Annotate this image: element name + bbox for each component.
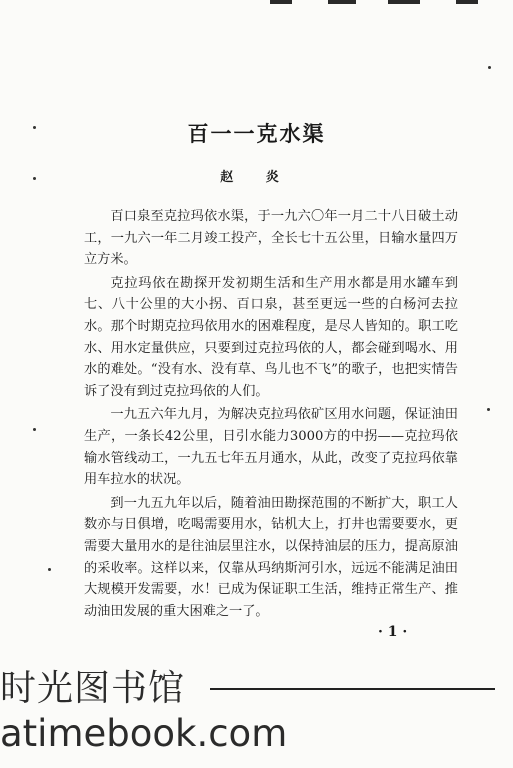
paragraph: 百口泉至克拉玛依水渠，于一九六〇年一月二十八日破土动工，一九六一年二月竣工投产，全长七十五公里，日输水量四万立方米。	[84, 209, 458, 268]
article-title: 百一一克水渠	[187, 121, 326, 146]
page-number: · 1 ·	[378, 624, 408, 640]
scan-artifact-top	[270, 0, 292, 4]
paragraph: 一九五六年九月，为解决克拉玛依矿区用水问题，保证油田生产，一条长42公里，日引水能力3000方的中拐——克拉玛依输水管线动工，一九五七年五月通水，从此，改变了克拉玛依靠用车拉水的状况。	[84, 407, 458, 488]
margin-dot	[33, 428, 36, 431]
watermark-url: atimebook.com	[0, 712, 288, 755]
margin-dot	[48, 568, 51, 571]
paragraph: 克拉玛依在勘探开发初期生活和生产用水都是用水罐车到七、八十公里的大小拐、百口泉，甚至更远一些的白杨河去拉水。那个时期克拉玛依用水的困难程度，是尽人皆知的。职工吃水、用水定量供应，只要到过克拉玛依的人，都会碰到喝水、用水的难处。“没有水、没有草、鸟儿也不飞”的歌子，也把实情告诉了没有到过克拉玛依的人们。	[84, 275, 458, 399]
paragraph: 到一九五九年以后，随着油田勘探范围的不断扩大，职工人数亦与日俱增，吃喝需要用水，钻机大上，打井也需要要水，更需要大量用水的是往油层里注水，以保持油层的压力，提高原油的采收率。这样以来，仅靠从玛纳斯河引水，远远不能满足油田大规模开发需要，水！已成为保证职工生活，维持正常生产、推动油田发展的重大困难之一了。	[84, 495, 458, 619]
scan-artifact-top	[388, 0, 420, 4]
margin-dot	[487, 408, 490, 411]
watermark-chinese: 时光图书馆	[0, 668, 186, 709]
margin-dot	[488, 66, 491, 69]
article-author: 赵 炎	[220, 170, 293, 185]
footer-rule	[210, 688, 495, 690]
scan-artifact-top	[456, 0, 478, 4]
article-body	[84, 206, 458, 624]
scan-artifact-top	[328, 0, 356, 4]
